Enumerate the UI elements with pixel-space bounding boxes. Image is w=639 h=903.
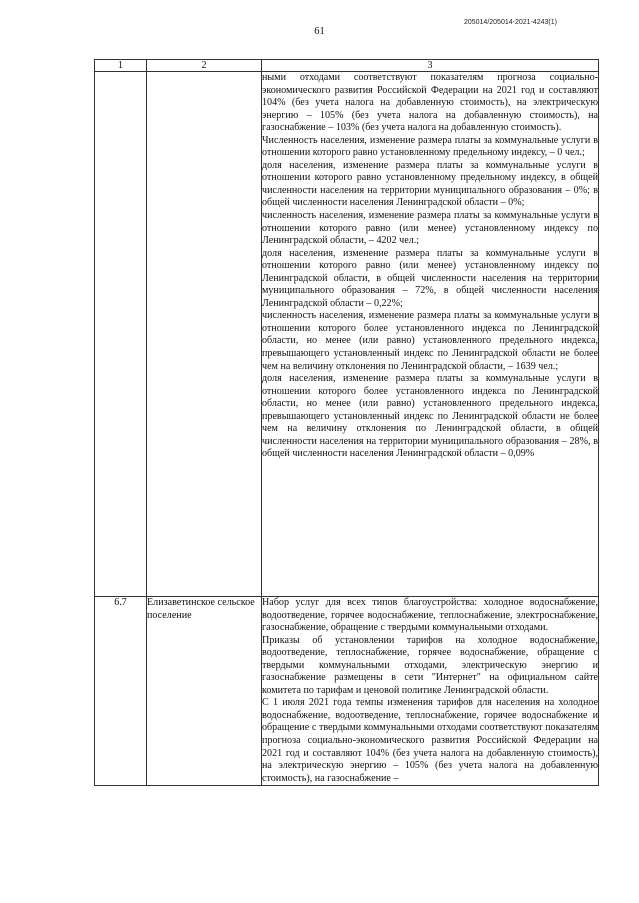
paragraph: С 1 июля 2021 года темпы изменения тарифов для населения на холодное водоснабжение, водоотведение, теплоснабжение, горячее водоснабжение и обращение с твердыми коммунальными отходами соответствуют показателям прогноза социально-экономического развития Российской Федерации на 2021 год и составляют 104% (без учета налога на добавленную стоимость), на электрическую энергию – 105% (без учета налога на добавленную стоимость), на газоснабжение – [262, 697, 598, 784]
paragraph: Численность населения, изменение размера платы за коммунальные услуги в отношении которого равно установленному предельному индексу, – 0 чел.; [262, 134, 598, 159]
paragraph: численность населения, изменение размера платы за коммунальные услуги в отношении которого равно (или менее) установленному индексу по Ленинградской области, – 4202 чел.; [262, 210, 598, 247]
paragraph: ными отходами соответствуют показателям прогноза социально-экономического развития Российской Федерации на 2021 год и составляют 104% (без учета налога на добавленную стоимость), на электрическую энергию – 105% (без учета налога на добавленную стоимость), на газоснабжение – 103% (без учета налога на добавленную стоимость). [262, 72, 598, 134]
row-text-cell [262, 597, 599, 786]
column-header-1: 1 [95, 60, 147, 72]
settlement-name: Елизаветинское сельское поселение [147, 597, 262, 786]
document-id: 205014/205014-2021-4243(1) [463, 19, 557, 26]
paragraph: Набор услуг для всех типов благоустройства: холодное водоснабжение, водоотведение, горячее водоснабжение, теплоснабжение, электроснабжение, газоснабжение, обращение с твердыми коммунальными отходами. [262, 597, 598, 634]
paragraph: доля населения, изменение размера платы за коммунальные услуги в отношении которого равно (или менее) установленному индексу по Ленинградской области, в общей численности населения на территории муниципального образования – 72%, в общей численности населения Ленинградской области – 0,22%; [262, 247, 598, 309]
table-row-continued [95, 72, 599, 597]
row-number: 6.7 [95, 597, 147, 786]
tariff-table [94, 59, 599, 786]
column-header-3: 3 [262, 60, 599, 72]
paragraph: численность населения, изменение размера платы за коммунальные услуги в отношении которого более установленного индекса по Ленинградской области, но менее (или равно) установленного предельного индекса, превышающего установленный индекс по Ленинградской области не более чем на величину отклонения по Ленинградской области, – 1639 чел.; [262, 310, 598, 372]
table-row-6-7 [95, 597, 599, 786]
paragraph: Приказы об установлении тарифов на холодное водоснабжение, водоотведение, теплоснабжение, горячее водоснабжение, обращение с твердыми коммунальными отходами, электрическую энергию и газоснабжение размещены в сети "Интернет" на официальном сайте комитета по тарифам и ценовой политике Ленинградской области. [262, 634, 598, 696]
paragraph: доля населения, изменение размера платы за коммунальные услуги в отношении которого равно установленному предельному индексу, в общей численности населения на территории муниципального образования – 0%; в общей численности населения Ленинградской области – 0%; [262, 159, 598, 209]
paragraph: доля населения, изменение размера платы за коммунальные услуги в отношении которого более установленного индекса по Ленинградской области, но менее (или равно) установленного предельного индекса, превышающего установленный индекс по Ленинградской области не более чем на величину отклонения по Ленинградской области, в общей численности населения на территории муниципального образования – 28%, в общей численности населения Ленинградской области – 0,09% [262, 373, 598, 460]
column-header-2: 2 [147, 60, 262, 72]
row-name-cell [147, 72, 262, 597]
row-text-cell [262, 72, 599, 597]
page-number: 61 [314, 26, 325, 37]
row-number-cell [95, 72, 147, 597]
table-header-row [95, 60, 599, 72]
